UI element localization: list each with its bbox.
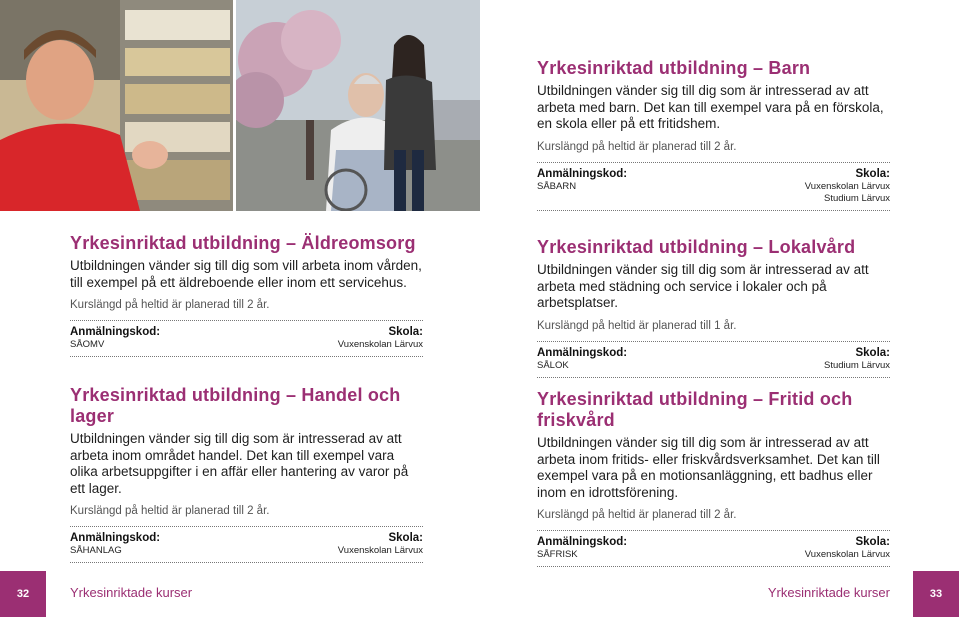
course-meta [537,530,890,567]
course-block-barn [537,58,890,211]
code-value: SÅBARN [537,180,577,192]
school-value: Vuxenskolan Lärvux [337,339,423,350]
code-label: Anmälningskod: [537,536,628,548]
school-label: Skola: [388,326,423,338]
course-title: Yrkesinriktad utbildning – Handel och lager [70,385,401,426]
school-value: Vuxenskolan Lärvux [804,549,890,560]
school-label: Skola: [388,532,423,544]
code-value: SÅOMV [70,339,105,350]
footer-section-title-right: Yrkesinriktade kurser [767,585,890,600]
course-duration: Kurslängd på heltid är planerad till 2 år. [70,299,270,311]
course-block-handel [70,385,423,563]
course-block-fritid [537,389,890,567]
photo-store-worker [0,0,233,211]
page-number-left: 32 [0,571,46,617]
school-value: Vuxenskolan Lärvux [804,180,890,192]
course-title: Yrkesinriktad utbildning – Äldreomsorg [70,233,416,253]
school-value: Vuxenskolan Lärvux [337,545,423,556]
school-value: Studium Lärvux [823,359,890,371]
course-block-lokalvard [537,237,890,378]
course-title: Yrkesinriktad utbildning – Barn [537,58,811,78]
footer-section-title-left: Yrkesinriktade kurser [70,585,193,600]
course-duration: Kurslängd på heltid är planerad till 2 år. [70,505,270,517]
course-meta [70,320,423,357]
code-label: Anmälningskod: [70,532,161,544]
code-value: SÅLOK [537,359,569,371]
course-meta [70,526,423,563]
course-meta [537,162,890,211]
course-title: Yrkesinriktad utbildning – Lokalvård [537,237,856,257]
course-description: Utbildningen vänder sig till dig som är intresserad av att arbeta inom fritids- eller friskvårdsverksamhet. Det kan till exempel vara på en motionsanläggning, ett badhus eller inom en idrottsförening. [537,435,880,500]
school-label: Skola: [855,346,890,359]
course-description: Utbildningen vänder sig till dig som är intresserad av att arbeta inom området handel. Det kan till exempel vara olika arbetsuppgifter i en affär eller hantering av varor på ett lager. [70,431,409,496]
course-block-aldreomsorg [70,233,423,357]
school-label: Skola: [855,536,890,548]
code-label: Anmälningskod: [537,346,628,359]
photo-care-walk [236,0,480,211]
code-value: SÅHANLAG [70,545,122,556]
course-description: Utbildningen vänder sig till dig som vill arbeta inom vården, till exempel på ett äldreboende eller inom ett servicehus. [70,258,422,290]
course-duration: Kurslängd på heltid är planerad till 2 år. [537,509,737,521]
code-value: SÅFRISK [537,549,578,560]
course-title: Yrkesinriktad utbildning – Fritid och friskvård [537,389,853,430]
code-label: Anmälningskod: [70,326,161,338]
course-meta [537,341,890,378]
course-description: Utbildningen vänder sig till dig som är intresserad av att arbeta med städning och service i lokaler och på arbetsplatser. [537,262,869,310]
page-number-right: 33 [913,571,959,617]
course-description: Utbildningen vänder sig till dig som är intresserad av att arbeta med barn. Det kan till exempel vara på en förskola, en skola eller på ett fritidshem. [537,83,884,131]
photo-store-worker-image [0,0,233,211]
code-label: Anmälningskod: [537,167,628,180]
school-label: Skola: [855,167,890,180]
course-duration: Kurslängd på heltid är planerad till 2 år. [537,140,737,153]
course-duration: Kurslängd på heltid är planerad till 1 år. [537,319,737,332]
school-value: Studium Lärvux [823,192,890,204]
photo-care-walk-image [236,0,480,211]
